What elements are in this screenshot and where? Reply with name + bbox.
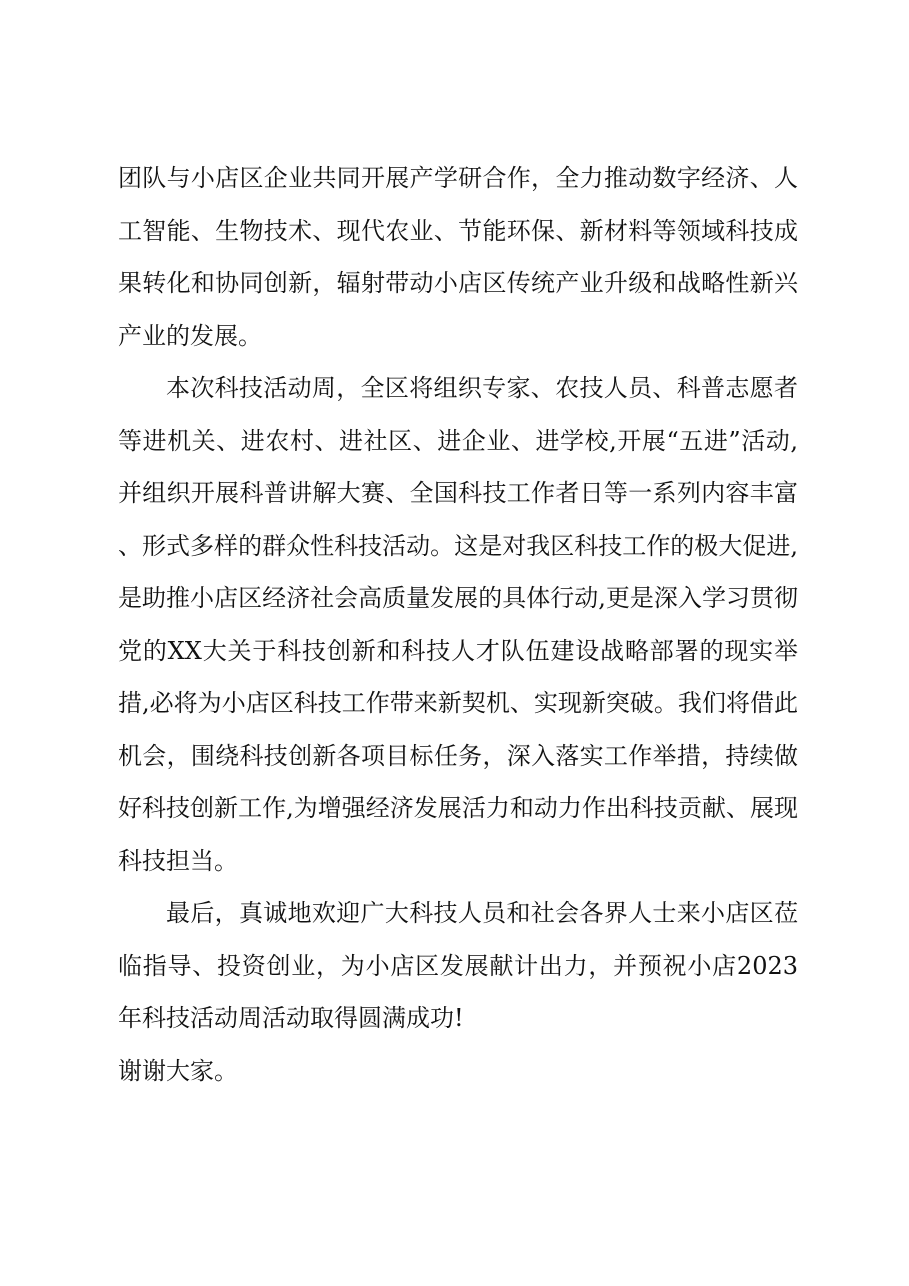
paragraph-thanks: 谢谢大家。 xyxy=(118,1056,238,1085)
paragraph-continuation: 团队与小店区企业共同开展产学研合作，全力推动数字经济、人工智能、生物技术、现代农业、节能环保、新材料等领域科技成果转化和协同创新，辐射带动小店区传统产业升级和战略性新兴产业的发展。 xyxy=(118,164,798,350)
paragraph-closing: 最后，真诚地欢迎广大科技人员和社会各界人士来小店区莅临指导、投资创业，为小店区发展献计出力，并预祝小店2023年科技活动周活动取得圆满成功! xyxy=(118,899,798,1032)
paragraph-activity-week: 本次科技活动周，全区将组织专家、农技人员、科普志愿者等进机关、进农村、进社区、进企业、进学校,开展“五进”活动,并组织开展科普讲解大赛、全国科技工作者日等一系列内容丰富、形式多样的群众性科技活动。这是对我区科技工作的极大促进,是助推小店区经济社会高质量发展的具体行动,更是深入学习贯彻党的XX大关于科技创新和科技人才队伍建设战略部署的现实举措,必将为小店区科技工作带来新契机、实现新突破。我们将借此机会，围绕科技创新各项目标任务，深入落实工作举措，持续做好科技创新工作,为增强经济发展活力和动力作出科技贡献、展现科技担当。 xyxy=(118,374,798,875)
document-body xyxy=(118,152,798,1097)
